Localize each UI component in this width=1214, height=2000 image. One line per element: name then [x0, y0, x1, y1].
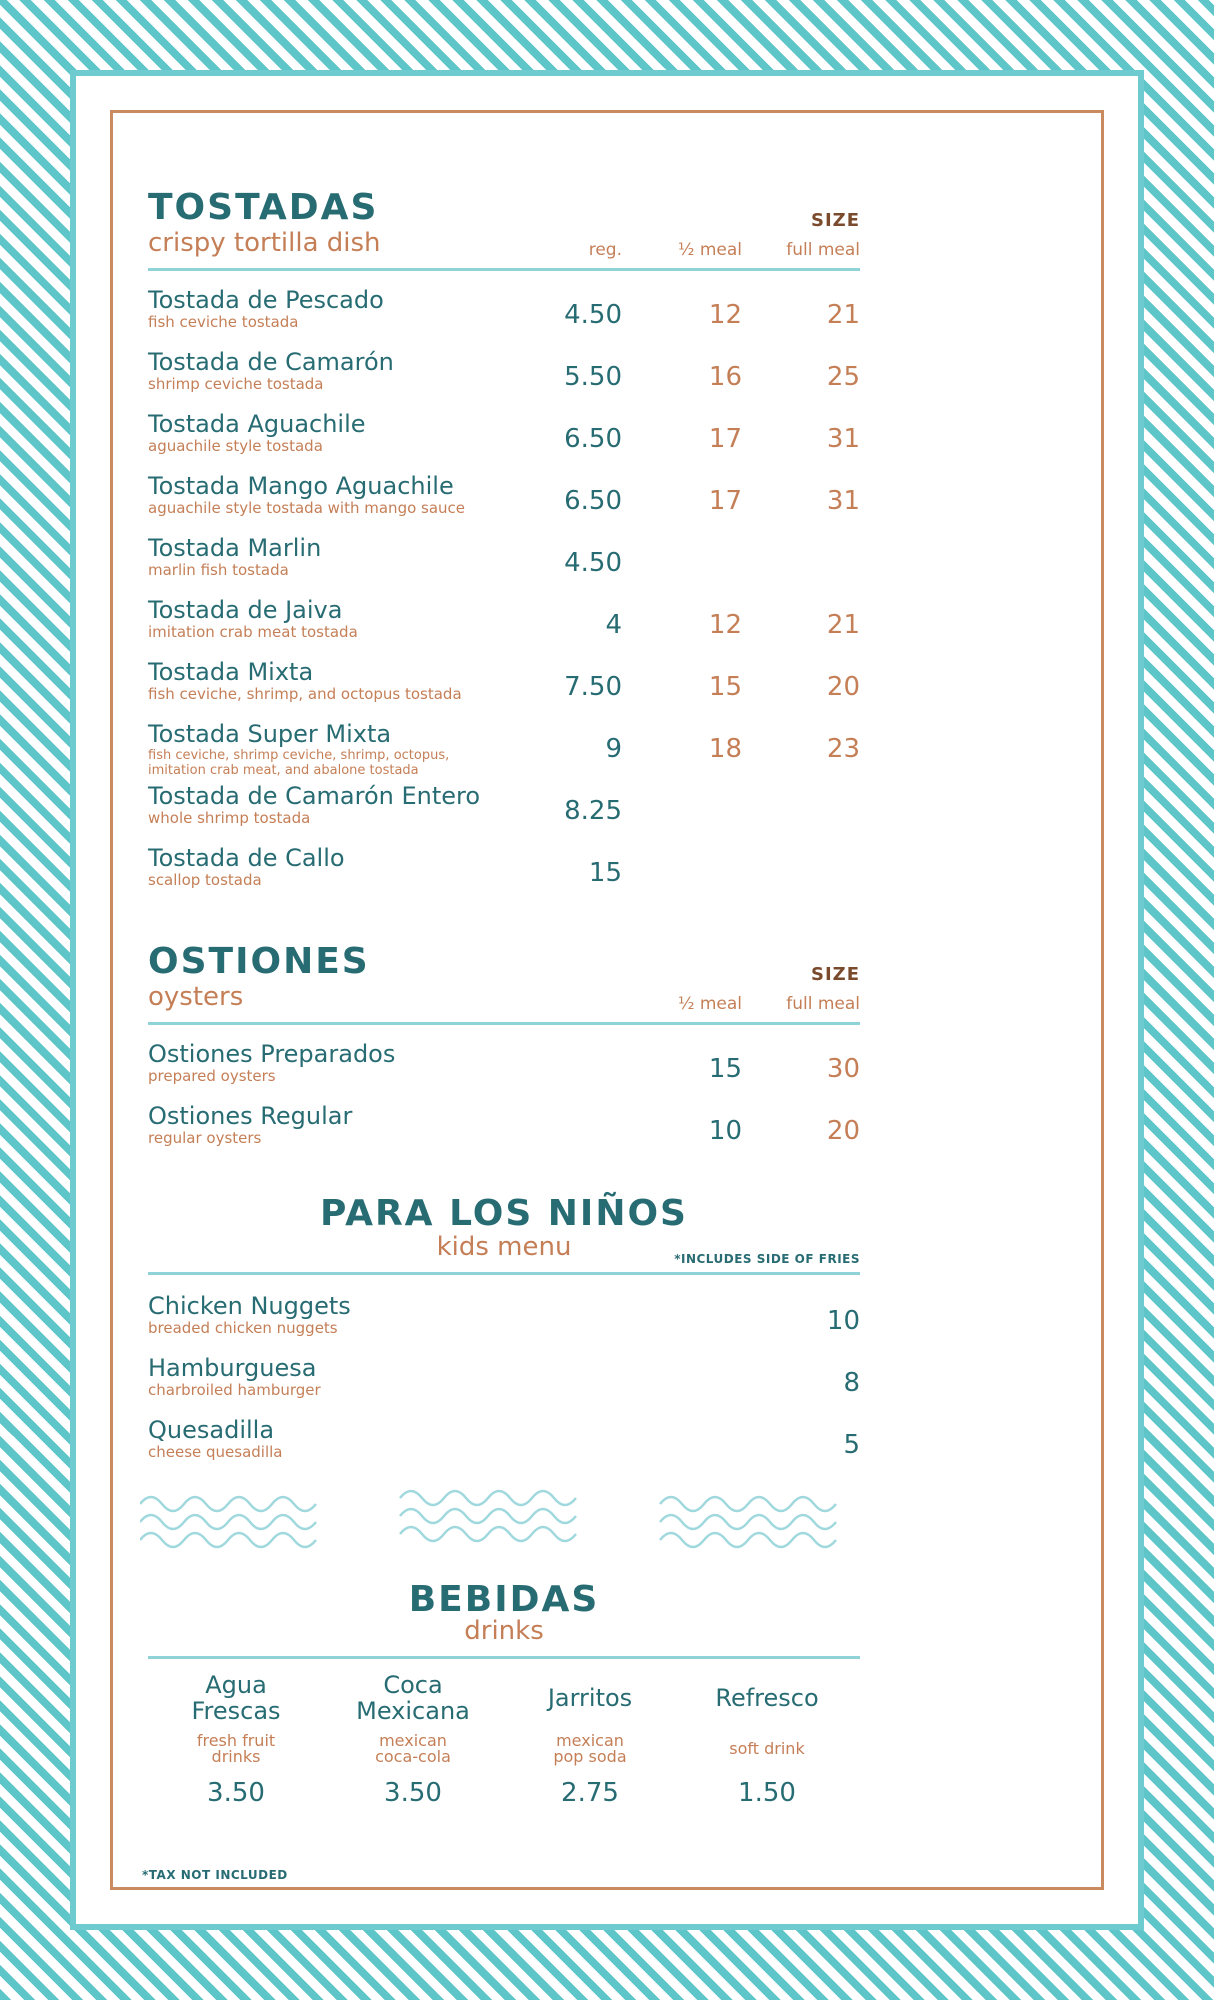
menu-item — [148, 720, 860, 782]
menu-item — [148, 1292, 860, 1354]
drink-item — [328, 1672, 498, 1812]
price-half: 16 — [708, 362, 742, 392]
item-name: Tostada de Pescado — [148, 286, 384, 314]
price-reg: 8.25 — [564, 796, 622, 826]
drink-desc-line2: drinks — [211, 1747, 261, 1766]
drink-item — [682, 1672, 852, 1812]
menu-item — [148, 348, 860, 410]
price-full: 25 — [826, 362, 860, 392]
item-desc: marlin fish tostada — [148, 561, 289, 579]
drink-name: Refresco — [715, 1684, 819, 1712]
drink-name: Agua — [205, 1671, 267, 1699]
divider — [148, 1656, 860, 1659]
divider — [148, 1272, 860, 1275]
size-label: SIZE — [810, 210, 860, 231]
wave-group-left — [140, 1497, 316, 1547]
column-header-half: ½ meal — [677, 240, 742, 260]
menu-item — [148, 1416, 860, 1478]
item-desc: shrimp ceviche tostada — [148, 375, 324, 393]
price-reg: 6.50 — [564, 424, 622, 454]
drink-desc: mexican — [556, 1731, 624, 1750]
item-desc: scallop tostada — [148, 871, 262, 889]
price-half: 17 — [708, 486, 742, 516]
menu-item — [148, 844, 860, 906]
drink-desc: fresh fruit — [196, 1731, 276, 1750]
item-name: Tostada de Camarón — [148, 348, 394, 376]
price-reg: 4 — [605, 610, 622, 640]
item-name: Tostada de Jaiva — [148, 596, 343, 624]
price-full: 21 — [826, 610, 860, 640]
item-name: Ostiones Regular — [148, 1102, 353, 1130]
item-name: Hamburguesa — [148, 1354, 317, 1382]
item-name: Tostada Aguachile — [148, 410, 366, 438]
drink-desc-line2: pop soda — [553, 1747, 627, 1766]
section-title: BEBIDAS — [408, 1579, 600, 1620]
drink-name: Coca — [383, 1671, 443, 1699]
menu-item — [148, 534, 860, 596]
item-desc: whole shrimp tostada — [148, 809, 311, 827]
menu-item — [148, 782, 860, 844]
column-header-full: full meal — [786, 240, 860, 260]
drink-item — [505, 1672, 675, 1812]
column-header-reg: reg. — [588, 240, 622, 260]
drink-price: 3.50 — [207, 1778, 265, 1808]
menu-item — [148, 1040, 860, 1102]
drink-desc: soft drink — [729, 1739, 805, 1758]
price-reg: 4.50 — [564, 548, 622, 578]
fries-note: *INCLUDES SIDE OF FRIES — [674, 1252, 860, 1266]
price-full: 31 — [826, 486, 860, 516]
drink-price: 3.50 — [384, 1778, 442, 1808]
price-full: 20 — [826, 672, 860, 702]
item-desc: imitation crab meat tostada — [148, 623, 358, 641]
price-reg: 15 — [588, 858, 622, 888]
price: 5 — [843, 1430, 860, 1460]
divider — [148, 1022, 860, 1025]
item-desc: fish ceviche, shrimp ceviche, shrimp, octopus, imitation crab meat, and abalone tostada — [148, 748, 450, 778]
price-full: 31 — [826, 424, 860, 454]
section-title: PARA LOS NIÑOS — [320, 1193, 688, 1234]
wave-decoration — [140, 1486, 890, 1556]
price-full: 23 — [826, 734, 860, 764]
menu-item — [148, 596, 860, 658]
item-desc: regular oysters — [148, 1129, 262, 1147]
divider — [148, 268, 860, 271]
drink-price: 2.75 — [561, 1778, 619, 1808]
item-name: Tostada de Callo — [148, 844, 345, 872]
item-name: Tostada Mango Aguachile — [148, 472, 454, 500]
price-full: 21 — [826, 300, 860, 330]
wave-group-right — [660, 1497, 836, 1547]
item-name: Chicken Nuggets — [148, 1292, 351, 1320]
item-name: Tostada Marlin — [148, 534, 322, 562]
section-subtitle: oysters — [148, 982, 244, 1012]
tostadas-section — [148, 188, 860, 888]
section-subtitle: kids menu — [436, 1232, 572, 1262]
kids-section — [148, 1194, 860, 1474]
drink-price: 1.50 — [738, 1778, 796, 1808]
column-header-half: ½ meal — [677, 994, 742, 1014]
item-desc: cheese quesadilla — [148, 1443, 283, 1461]
drink-name-line2: Frescas — [191, 1697, 281, 1725]
price-reg: 9 — [605, 734, 622, 764]
menu-item — [148, 1354, 860, 1416]
price-half: 17 — [708, 424, 742, 454]
item-name: Ostiones Preparados — [148, 1040, 396, 1068]
price-half: 15 — [708, 672, 742, 702]
item-desc: aguachile style tostada with mango sauce — [148, 499, 466, 517]
menu-item — [148, 1102, 860, 1164]
price-half: 15 — [708, 1054, 742, 1084]
price: 10 — [826, 1306, 860, 1336]
item-desc: breaded chicken nuggets — [148, 1319, 338, 1337]
price-full: 20 — [826, 1116, 860, 1146]
drinks-section — [148, 1580, 860, 1820]
price: 8 — [843, 1368, 860, 1398]
wave-group-middle — [400, 1491, 576, 1541]
drink-desc-line2: coca-cola — [375, 1747, 451, 1766]
price-half: 18 — [708, 734, 742, 764]
item-desc: aguachile style tostada — [148, 437, 323, 455]
price-half: 12 — [708, 610, 742, 640]
item-name: Tostada de Camarón Entero — [148, 782, 481, 810]
drink-desc: mexican — [379, 1731, 447, 1750]
price-full: 30 — [826, 1054, 860, 1084]
column-header-full: full meal — [786, 994, 860, 1014]
drink-item — [151, 1672, 321, 1812]
price-reg: 7.50 — [564, 672, 622, 702]
menu-item — [148, 410, 860, 472]
item-desc: fish ceviche, shrimp, and octopus tostada — [148, 685, 462, 703]
price-reg: 4.50 — [564, 300, 622, 330]
menu-item — [148, 286, 860, 348]
tax-note: *TAX NOT INCLUDED — [142, 1868, 288, 1882]
menu-item — [148, 658, 860, 720]
price-half: 10 — [708, 1116, 742, 1146]
item-desc: fish ceviche tostada — [148, 313, 299, 331]
item-name: Tostada Super Mixta — [148, 720, 392, 748]
price-reg: 5.50 — [564, 362, 622, 392]
section-subtitle: crispy tortilla dish — [148, 228, 381, 258]
price-reg: 6.50 — [564, 486, 622, 516]
drink-name-line2: Mexicana — [356, 1697, 470, 1725]
section-subtitle: drinks — [464, 1616, 544, 1646]
ostiones-section — [148, 942, 860, 1162]
item-name: Quesadilla — [148, 1416, 275, 1444]
section-title: TOSTADAS — [148, 187, 379, 228]
item-desc: charbroiled hamburger — [148, 1381, 321, 1399]
menu-item — [148, 472, 860, 534]
item-desc: prepared oysters — [148, 1067, 276, 1085]
drink-name: Jarritos — [547, 1684, 633, 1712]
section-title: OSTIONES — [148, 941, 370, 982]
size-label: SIZE — [810, 964, 860, 985]
price-half: 12 — [708, 300, 742, 330]
item-name: Tostada Mixta — [148, 658, 314, 686]
